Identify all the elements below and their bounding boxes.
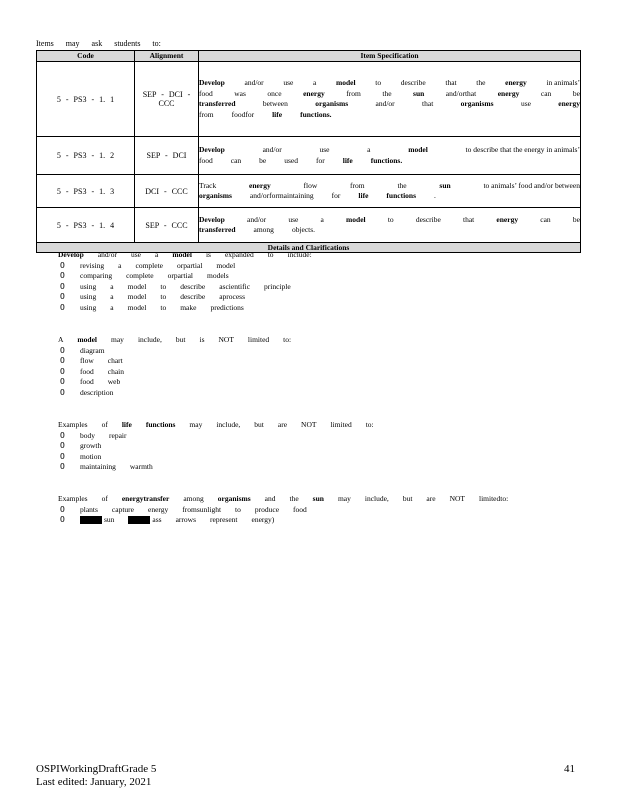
sub-bullet-icon: O xyxy=(60,451,65,461)
row-item-spec xyxy=(199,208,581,243)
lead-word: use xyxy=(131,250,142,259)
lead-word: is xyxy=(205,250,211,259)
spec-word: used xyxy=(284,155,299,165)
sub-bullet-icon: O xyxy=(60,377,65,387)
spec-word: organisms xyxy=(315,99,349,108)
row-alignment: SEP - CCC xyxy=(135,208,199,243)
lead-word: limited xyxy=(247,335,270,344)
list-item-text: flow chart xyxy=(80,356,123,366)
list-item-text: motion xyxy=(80,451,102,461)
redaction-block xyxy=(128,516,150,524)
spec-word: sun xyxy=(439,180,451,190)
spec-word: to xyxy=(387,214,394,224)
spec-word: model xyxy=(346,214,366,224)
row-code: 5 - PS3 - 1. 4 xyxy=(37,208,135,243)
spec-word: from xyxy=(350,180,365,190)
list-item-text: plants capture energy fromsunlight to produce food xyxy=(80,504,307,514)
row-alignment: SEP - DCI - CCC xyxy=(135,62,199,137)
spec-word: objects. xyxy=(291,225,316,234)
spec-word: energy xyxy=(505,78,527,87)
spec-word: can xyxy=(540,214,551,224)
code-header: Code xyxy=(37,51,135,62)
spec-line xyxy=(199,156,580,167)
spec-word: from xyxy=(199,109,214,119)
spec-word: foodfor xyxy=(231,109,255,119)
spec-word: and/orformaintaining xyxy=(249,191,314,200)
list-item-text: description xyxy=(80,387,114,397)
sub-bullet-icon: O xyxy=(60,281,65,291)
spec-word: be xyxy=(572,214,580,224)
spec-word: functions. xyxy=(370,155,403,165)
spec-word: life xyxy=(358,191,369,200)
lead-word: of xyxy=(101,494,108,503)
spec-word: and/or xyxy=(375,99,395,108)
spec-line xyxy=(199,99,580,110)
spec-word: energy xyxy=(249,180,271,190)
sub-bullet-icon: O xyxy=(60,292,65,302)
spec-word: transferred xyxy=(199,225,236,234)
list-item-text: using a model to describe ascientific principle xyxy=(80,281,291,291)
list-item-text: food web xyxy=(80,377,121,387)
list-item xyxy=(36,431,581,442)
spec-word: can xyxy=(230,155,242,165)
spec-word: model xyxy=(408,145,428,154)
spec-word: that xyxy=(463,214,475,224)
lead-word: may xyxy=(337,494,351,503)
footer-edited: Last edited: January, 2021 xyxy=(36,776,152,788)
table-row xyxy=(37,208,581,243)
item-specification-table xyxy=(36,50,581,253)
sub-bullet-icon: O xyxy=(60,430,65,440)
spec-word: describe xyxy=(415,214,441,224)
spec-word: a xyxy=(312,78,317,87)
lead-word: and/or xyxy=(97,250,118,259)
lead-word: to: xyxy=(283,335,292,344)
lead-word: is xyxy=(199,335,205,344)
sub-bullet-icon: O xyxy=(60,441,65,451)
lead-word: to: xyxy=(365,420,374,429)
lead-word: limitedto: xyxy=(478,494,509,503)
sub-bullet-icon: O xyxy=(60,366,65,376)
spec-line xyxy=(199,78,580,89)
spec-word: energy xyxy=(497,88,520,98)
lead-word: of xyxy=(101,420,108,429)
alignment-header: Alignment xyxy=(135,51,199,62)
spec-word: describe xyxy=(400,78,426,87)
list-item xyxy=(36,292,581,303)
spec-word: and/or xyxy=(262,145,282,154)
lead-word: the xyxy=(289,494,299,503)
spec-line xyxy=(199,89,580,100)
spec-line xyxy=(199,110,580,121)
lead-word: include, xyxy=(216,420,241,429)
lead-word: a xyxy=(155,250,159,259)
lead-word: NOT xyxy=(449,494,465,503)
detail-block xyxy=(36,335,581,398)
list-item-text: food chain xyxy=(80,366,124,376)
detail-lead-text xyxy=(58,250,326,261)
list-item xyxy=(36,505,581,516)
spec-word: to animals’ food and/or between xyxy=(483,180,580,190)
row-item-spec xyxy=(199,62,581,137)
spec-word: that xyxy=(422,99,434,108)
table-row xyxy=(37,175,581,208)
row-item-spec xyxy=(199,175,581,208)
lead-word: functions xyxy=(145,420,176,429)
list-item-text: sun ass arrows represent energy) xyxy=(80,515,288,526)
detail-block xyxy=(36,250,581,313)
spec-word: the xyxy=(397,180,407,190)
spec-word: among xyxy=(253,225,274,234)
sub-bullet-icon: O xyxy=(60,260,65,270)
detail-lead xyxy=(36,335,581,346)
table-row xyxy=(37,62,581,137)
lead-word: organisms xyxy=(217,494,251,503)
detail-lead-text xyxy=(58,420,388,431)
spec-word: between xyxy=(262,99,288,108)
spec-word: transferred xyxy=(199,99,236,108)
spec-word: use xyxy=(288,214,299,224)
detail-block xyxy=(36,494,581,526)
spec-word: a xyxy=(320,214,324,224)
lead-word: NOT xyxy=(218,335,234,344)
lead-word: model xyxy=(172,250,192,259)
list-item xyxy=(36,346,581,357)
list-item xyxy=(36,356,581,367)
item-spec-header: Item Specification xyxy=(199,51,581,62)
sub-bullet-icon: O xyxy=(60,504,65,514)
spec-line xyxy=(199,215,580,226)
spec-word: for xyxy=(316,155,325,165)
sub-bullet-icon: O xyxy=(60,345,65,355)
spec-word: for xyxy=(331,191,341,200)
spec-line xyxy=(199,225,580,236)
lead-word: are xyxy=(426,494,436,503)
lead-word: model xyxy=(77,335,98,344)
lead-word: Examples xyxy=(58,494,88,503)
list-item xyxy=(36,441,581,452)
list-item-text: revising a complete orpartial model xyxy=(80,260,236,270)
spec-word: food xyxy=(199,155,213,165)
spec-word: life xyxy=(272,109,283,119)
sub-bullet-icon: O xyxy=(60,387,65,397)
lead-word: expanded xyxy=(224,250,254,259)
spec-word: that xyxy=(445,78,457,87)
spec-word: in animals’ xyxy=(546,78,580,87)
lead-word: but xyxy=(254,420,264,429)
detail-lead xyxy=(36,420,581,431)
spec-word: Track xyxy=(199,180,217,190)
list-item xyxy=(36,462,581,473)
spec-word: flow xyxy=(303,180,318,190)
table-header-row xyxy=(37,51,581,62)
spec-line xyxy=(199,145,580,156)
lead-word: limited xyxy=(330,420,352,429)
list-item xyxy=(36,303,581,314)
sub-bullet-icon: O xyxy=(60,515,65,525)
table-row xyxy=(37,137,581,175)
sub-bullet-icon: O xyxy=(60,462,65,472)
footer-title: OSPIWorkingDraftGrade 5 xyxy=(36,763,157,775)
spec-word: energy xyxy=(496,214,519,224)
list-item-text: using a model to describe aprocess xyxy=(80,292,246,302)
spec-word: Develop xyxy=(199,145,225,154)
row-alignment: DCI - CCC xyxy=(135,175,199,208)
lead-word: but xyxy=(175,335,186,344)
spec-word: Develop xyxy=(199,78,225,87)
detail-lead-text xyxy=(58,335,305,346)
footer-info xyxy=(36,763,156,789)
row-item-spec xyxy=(199,137,581,175)
list-item xyxy=(36,515,581,526)
sub-bullet-icon: O xyxy=(60,302,65,312)
spec-word: model xyxy=(335,78,356,87)
spec-word: to xyxy=(375,78,382,87)
lead-word: may xyxy=(111,335,124,344)
lead-word: but xyxy=(402,494,413,503)
list-item-text: body repair xyxy=(80,430,127,440)
lead-word: among xyxy=(183,494,204,503)
page-number: 41 xyxy=(564,763,575,775)
spec-word: life xyxy=(342,155,353,165)
sub-bullet-icon: O xyxy=(60,271,65,281)
list-item-text: diagram xyxy=(80,345,105,355)
intro-text: Items may ask students to: xyxy=(36,39,161,48)
row-code: 5 - PS3 - 1. 1 xyxy=(37,62,135,137)
spec-word: organisms xyxy=(460,99,494,108)
redaction-block xyxy=(80,516,102,524)
spec-line xyxy=(199,181,580,192)
spec-word: and/orthat xyxy=(445,88,477,98)
spec-word: the xyxy=(476,78,486,87)
lead-word: may xyxy=(189,420,203,429)
list-item-text: using a model to make predictions xyxy=(80,302,244,312)
lead-word: life xyxy=(121,420,132,429)
spec-word: use xyxy=(283,78,294,87)
sub-bullet-icon: O xyxy=(60,356,65,366)
list-item xyxy=(36,377,581,388)
spec-word: . xyxy=(434,191,436,200)
spec-word: be xyxy=(572,88,580,98)
spec-word: food xyxy=(199,88,213,98)
spec-word: once xyxy=(267,88,282,98)
detail-block xyxy=(36,420,581,473)
row-alignment: SEP - DCI xyxy=(135,137,199,175)
spec-word: functions xyxy=(386,191,416,200)
lead-word: include, xyxy=(364,494,389,503)
spec-word: use xyxy=(520,99,531,108)
spec-word: to describe that the energy in animals’ xyxy=(465,145,580,154)
lead-word: energytransfer xyxy=(121,494,170,503)
spec-line xyxy=(199,191,580,202)
detail-lead-text xyxy=(58,494,522,505)
detail-lead xyxy=(36,494,581,505)
lead-word: NOT xyxy=(301,420,317,429)
row-code: 5 - PS3 - 1. 2 xyxy=(37,137,135,175)
list-item xyxy=(36,367,581,378)
lead-word: and xyxy=(264,494,276,503)
spec-word: can xyxy=(540,88,552,98)
spec-word: and/or xyxy=(244,78,264,87)
row-code: 5 - PS3 - 1. 3 xyxy=(37,175,135,208)
detail-lead xyxy=(36,250,581,261)
list-item xyxy=(36,452,581,463)
spec-word: functions. xyxy=(300,109,332,119)
spec-word: Develop xyxy=(199,214,225,224)
spec-word: sun xyxy=(413,88,425,98)
list-item-text: comparing complete orpartial models xyxy=(80,271,229,281)
spec-word: organisms xyxy=(199,191,232,200)
spec-word: and/or xyxy=(247,214,267,224)
spec-word: be xyxy=(259,155,267,165)
spec-word: was xyxy=(234,88,246,98)
lead-word: are xyxy=(277,420,288,429)
lead-word: A xyxy=(58,335,64,344)
lead-word: Develop xyxy=(58,250,84,259)
lead-word: sun xyxy=(312,494,324,503)
list-item xyxy=(36,261,581,272)
list-item xyxy=(36,271,581,282)
list-item xyxy=(36,282,581,293)
lead-word: include: xyxy=(287,250,312,259)
spec-word: from xyxy=(346,88,361,98)
list-item-text: growth xyxy=(80,441,102,451)
lead-word: to xyxy=(267,250,274,259)
spec-word: the xyxy=(382,88,392,98)
lead-word: Examples xyxy=(58,420,88,429)
details-header: Details and Clarifications xyxy=(37,243,581,253)
spec-word: energy xyxy=(303,88,325,98)
list-item-text: maintaining warmth xyxy=(80,462,153,472)
spec-word: a xyxy=(367,145,371,154)
list-item xyxy=(36,388,581,399)
lead-word: include, xyxy=(137,335,162,344)
spec-word: use xyxy=(319,145,330,154)
spec-word: energy xyxy=(558,99,580,108)
